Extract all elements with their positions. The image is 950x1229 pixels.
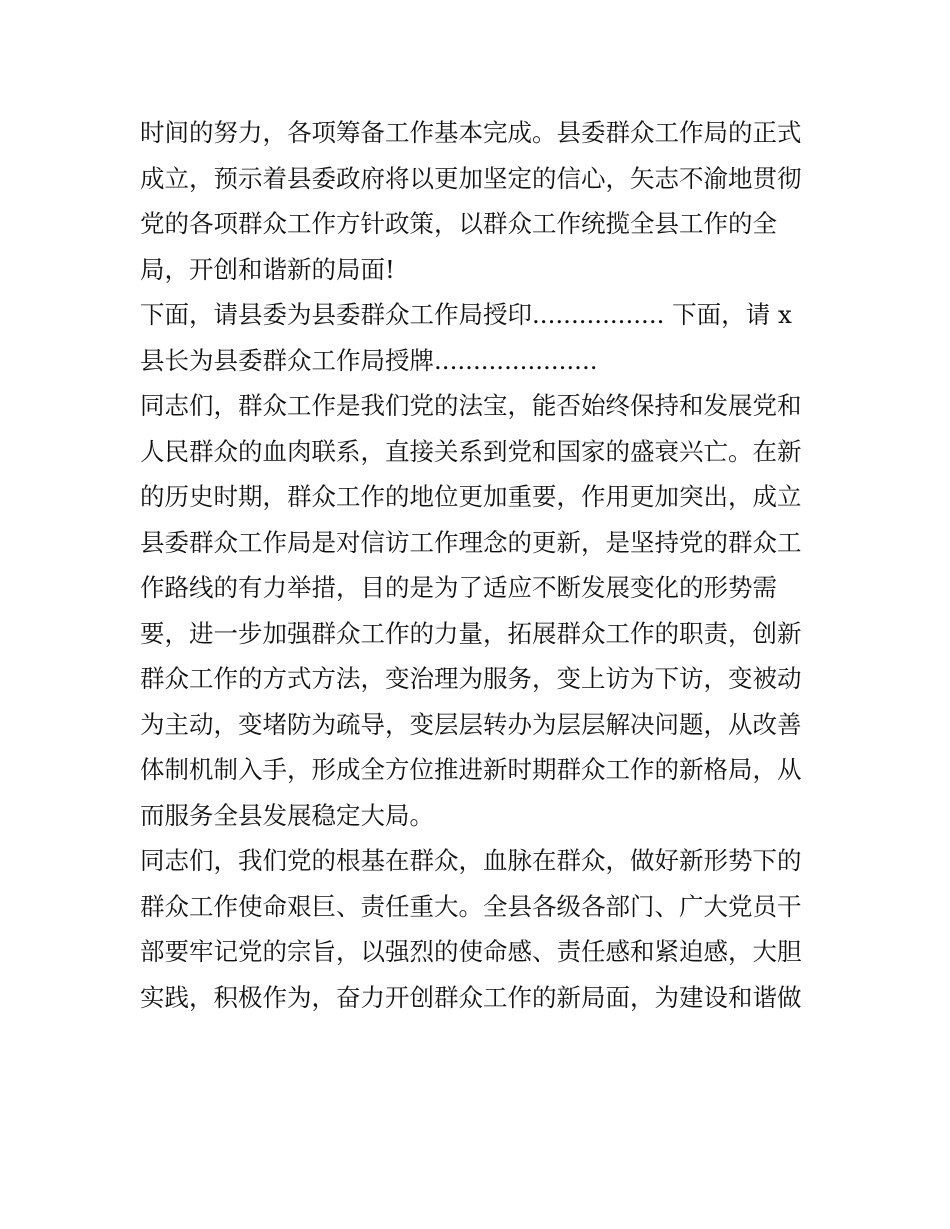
text-line: 时间的努力，各项筹备工作基本完成。县委群众工作局的正式 xyxy=(140,118,802,147)
text-line: 而服务全县发展稳定大局。 xyxy=(140,800,434,830)
text-line: 群众工作使命艰巨、责任重大。全县各级各部门、广大党员干 xyxy=(140,891,802,921)
text-line: 的历史时期，群众工作的地位更加重要，作用更加突出，成立 xyxy=(140,482,802,511)
text-line: 成立，预示着县委政府将以更加坚定的信心，矢志不渝地贯彻 xyxy=(140,163,802,193)
text-line: 体制机制入手，形成全方位推进新时期群众工作的新格局，从 xyxy=(140,755,802,784)
text-line: 作路线的有力举措，目的是为了适应不断发展变化的形势需 xyxy=(140,573,777,602)
document-body xyxy=(140,110,820,1020)
text-line: 同志们，我们党的根基在群众，血脉在群众，做好新形势下的 xyxy=(140,846,802,875)
text-line: 为主动，变堵防为疏导，变层层转办为层层解决问题，从改善 xyxy=(140,709,802,739)
text-line: 同志们，群众工作是我们党的法宝，能否始终保持和发展党和 xyxy=(140,391,802,420)
text-line: 部要牢记党的宗旨，以强烈的使命感、责任感和紧迫感，大胆 xyxy=(140,937,802,966)
text-line: 要，进一步加强群众工作的力量，拓展群众工作的职责，创新 xyxy=(140,618,802,648)
text-line: 下面，请县委为县委群众工作局授印................. 下面，请 x xyxy=(140,300,792,329)
text-line: 县委群众工作局是对信访工作理念的更新，是坚持党的群众工 xyxy=(140,527,802,557)
text-line: 党的各项群众工作方针政策，以群众工作统揽全县工作的全 xyxy=(140,209,777,238)
text-line: 县长为县委群众工作局授牌..................... xyxy=(140,345,598,375)
text-line: 局，开创和谐新的局面! xyxy=(140,254,395,284)
text-line: 实践，积极作为，奋力开创群众工作的新局面，为建设和谐做 xyxy=(140,982,802,1012)
text-line: 人民群众的血肉联系，直接关系到党和国家的盛衰兴亡。在新 xyxy=(140,436,802,466)
text-line: 群众工作的方式方法，变治理为服务，变上访为下访，变被动 xyxy=(140,664,802,693)
